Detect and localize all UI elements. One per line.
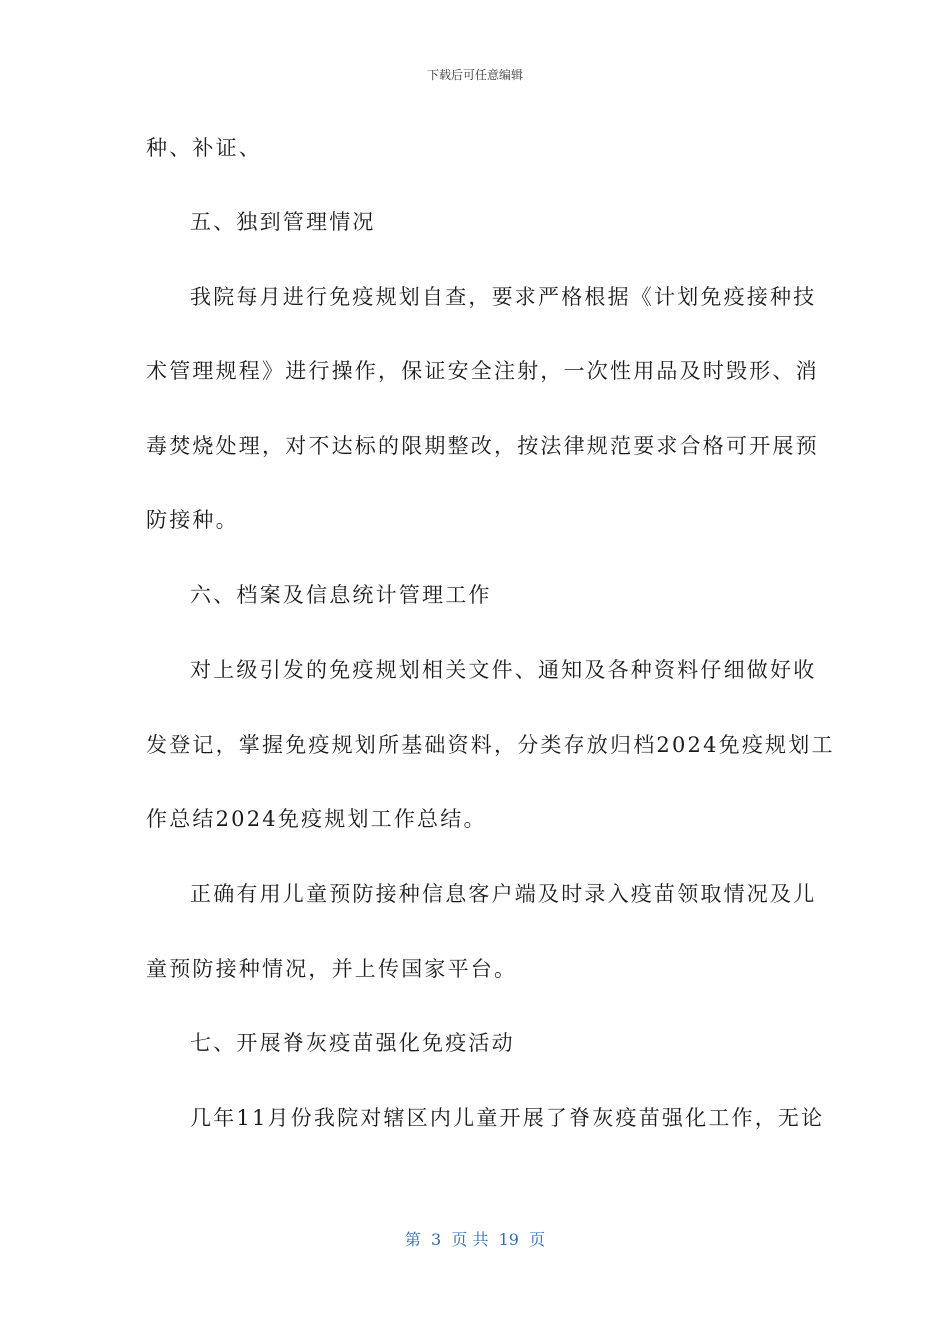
body-line: 毒焚烧处理，对不达标的限期整改，按法律规范要求合格可开展预 — [146, 434, 819, 458]
page-number-footer: 第 3 页 共 19 页 — [404, 1230, 546, 1249]
body-line: 作总结2024免疫规划工作总结。 — [146, 807, 487, 831]
body-line: 防接种。 — [146, 508, 239, 532]
section-heading: 六、档案及信息统计管理工作 — [190, 583, 492, 607]
body-line: 对上级引发的免疫规划相关文件、通知及各种资料仔细做好收 — [190, 658, 817, 682]
section-heading: 七、开展脊灰疫苗强化免疫活动 — [190, 1031, 515, 1055]
section-heading: 五、独到管理情况 — [190, 210, 376, 234]
body-line: 正确有用儿童预防接种信息客户端及时录入疫苗领取情况及儿 — [190, 882, 817, 906]
body-line: 我院每月进行免疫规划自查，要求严格根据《计划免疫接种技 — [190, 285, 817, 309]
body-line: 种、补证、 — [146, 136, 262, 160]
body-line: 几年11月份我院对辖区内儿童开展了脊灰疫苗强化工作，无论 — [190, 1106, 825, 1130]
page-header: 下载后可任意编辑 — [426, 68, 523, 82]
body-line: 童预防接种情况，并上传国家平台。 — [146, 957, 518, 981]
body-line: 发登记，掌握免疫规划所基础资料，分类存放归档2024免疫规划工 — [146, 733, 835, 757]
body-line: 术管理规程》进行操作，保证安全注射，一次性用品及时毁形、消 — [146, 359, 819, 383]
